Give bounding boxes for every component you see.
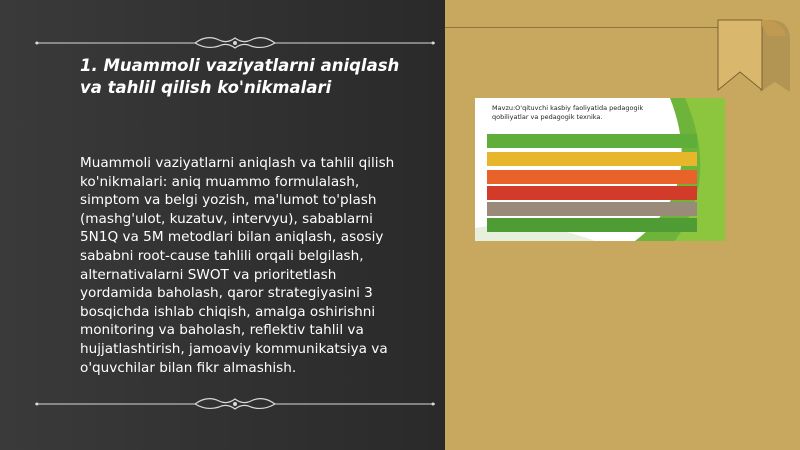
slide-title: 1. Muammoli vaziyatlarni aniqlash va tahlil qilish ko'nikmalari: [80, 56, 400, 97]
slide-body-text: Muammoli vaziyatlarni aniqlash va tahlil qilish ko'nikmalari: aniq muammo formulalash, simptom va belgi yozish, ma'lumot to'plash (mashg'ulot, kuzatuv, intervyu), sabablarni 5N1Q va 5M metodlari bilan aniqlash, asosiy sababni root-cause tahlili orqali belgilash, alternativalarni SWOT va prioritetlash yordamida baholash, qaror strategiyasini 3 bosqichda ishlab chiqish, amalga oshirishni monitoring va baholash, reflektiv tahlil va hujjatlashtirish, jamoaviy kommunikatsiya va o'quvchilar bilan fikr almashish.: [80, 155, 395, 376]
bottom-ornament-divider: [35, 393, 435, 415]
thumbnail-title: Mavzu:O'qituvchi kasbiy faoliyatida pedagogik qobiliyatlar va pedagogik texnika.: [492, 104, 644, 121]
thumbnail-bar: [487, 202, 697, 216]
thumbnail-bar: [487, 186, 697, 200]
thumbnail-bar: [487, 134, 697, 148]
thumbnail-bar: [487, 152, 697, 166]
right-divider-line: [445, 27, 725, 28]
slide-thumbnail-image: [475, 98, 725, 241]
thumbnail-bar: [487, 170, 697, 184]
top-ornament-divider: [35, 32, 435, 54]
thumbnail-bar: [487, 218, 697, 232]
